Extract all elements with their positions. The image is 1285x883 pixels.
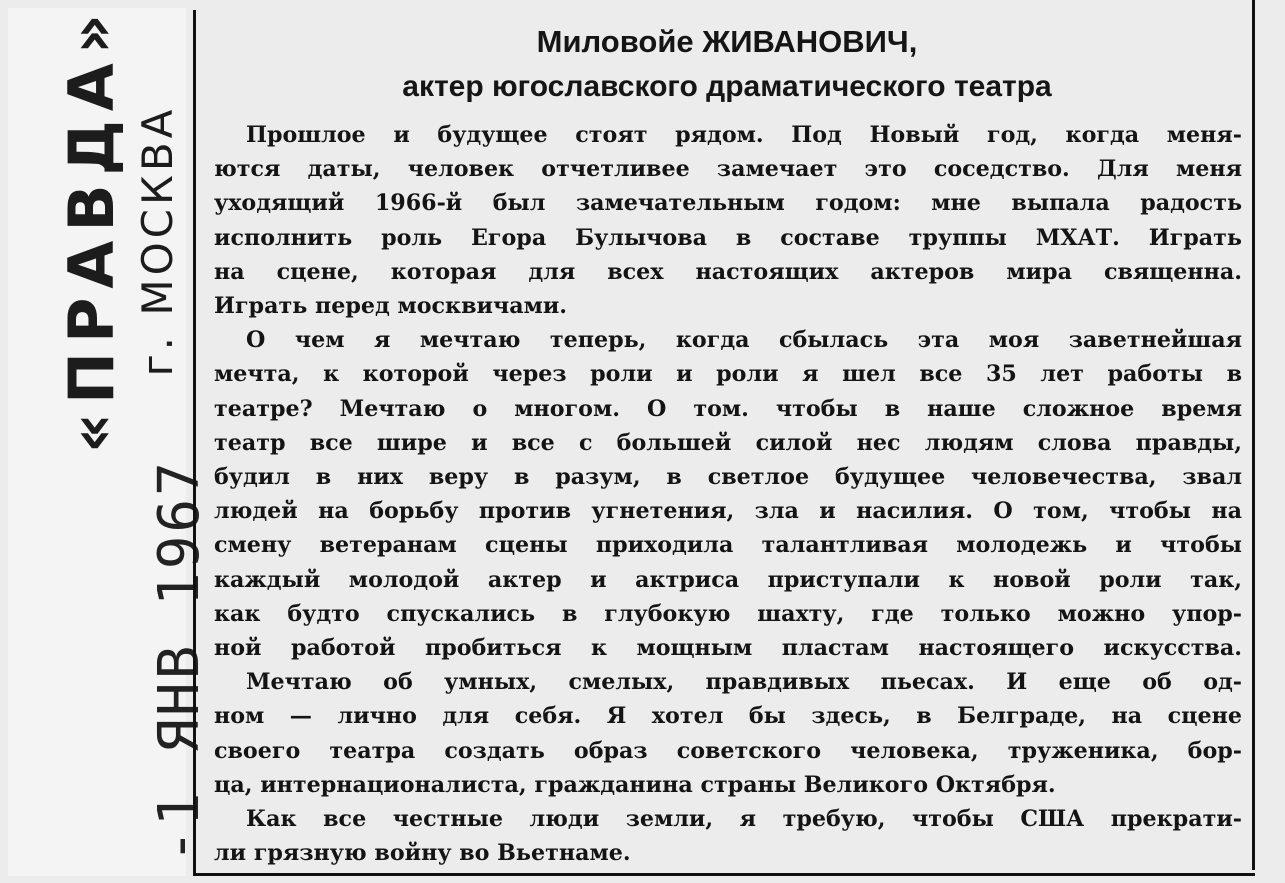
text-line: Как все честные люди земли, я требую, чтобы США прекрати- [246,806,1242,833]
newspaper-city-stamp: г. МОСКВА [133,105,182,377]
right-column-rule [1252,0,1255,870]
text-line: будил в них веру в разум, в светлое будущее человечества, звал [214,464,1242,491]
text-line: ном — лично для себя. Я хотел бы здесь, в Белграде, на сцене [214,703,1242,730]
text-line: Играть перед москвичами. [214,293,568,320]
text-line: ной работой пробиться к мощным пластам настоящего искусства. [214,635,1242,662]
article-frame [193,10,1255,876]
text-line: уходящий 1966-й был замечательным годом: мне выпала радость [214,190,1242,217]
text-line: театр все шире и все с большей силой нес людям слова правды, [214,429,1242,456]
newspaper-name-stamp: «ПРАВДА» [55,5,128,453]
text-line: театре? Мечтаю о многом. О том. чтобы в наше сложное время [214,395,1242,422]
text-line: Прошлое и будущее стоят рядом. Под Новый год, когда меня- [246,122,1242,148]
text-line: своего театра создать образ советского человека, труженика, бор- [214,737,1242,764]
text-line: ли грязную войну во Вьетнаме. [214,840,631,867]
text-line: каждый молодой актер и актриса приступали к новой роли так, [214,566,1242,593]
text-line: ца, интернационалиста, гражданина страны Великого Октября. [214,771,1056,798]
text-line: мечта, к которой через роли и роли я шел все 35 лет работы в [214,361,1242,388]
text-line: исполнить роль Егора Булычова в составе труппы МХАТ. Играть [214,224,1242,251]
article-author-role: актер югославского драматического театра [402,70,1052,103]
text-line: ются даты, человек отчетливее замечает это соседство. Для меня [214,156,1242,183]
text-line: Мечтаю об умных, смелых, правдивых пьесах. И еще об од- [246,669,1242,696]
text-line: смену ветеранам сцены приходила талантливая молодежь и чтобы [214,532,1242,559]
text-line: как будто спускались в глубокую шахту, где только можно упор- [214,600,1242,627]
archive-stamp-margin [8,5,212,876]
article-author: Миловойе ЖИВАНОВИЧ, [536,24,918,59]
text-line: О чем я мечтаю теперь, когда сбылась эта моя заветнейшая [246,327,1242,354]
article-body [214,118,1242,870]
text-line: людей на борьбу против угнетения, зла и насилия. О том, чтобы на [214,498,1242,525]
text-line: на сцене, которая для всех настоящих актеров мира священна. [214,258,1242,285]
date-stamp: -1 ЯНВ 1967 [147,459,212,863]
